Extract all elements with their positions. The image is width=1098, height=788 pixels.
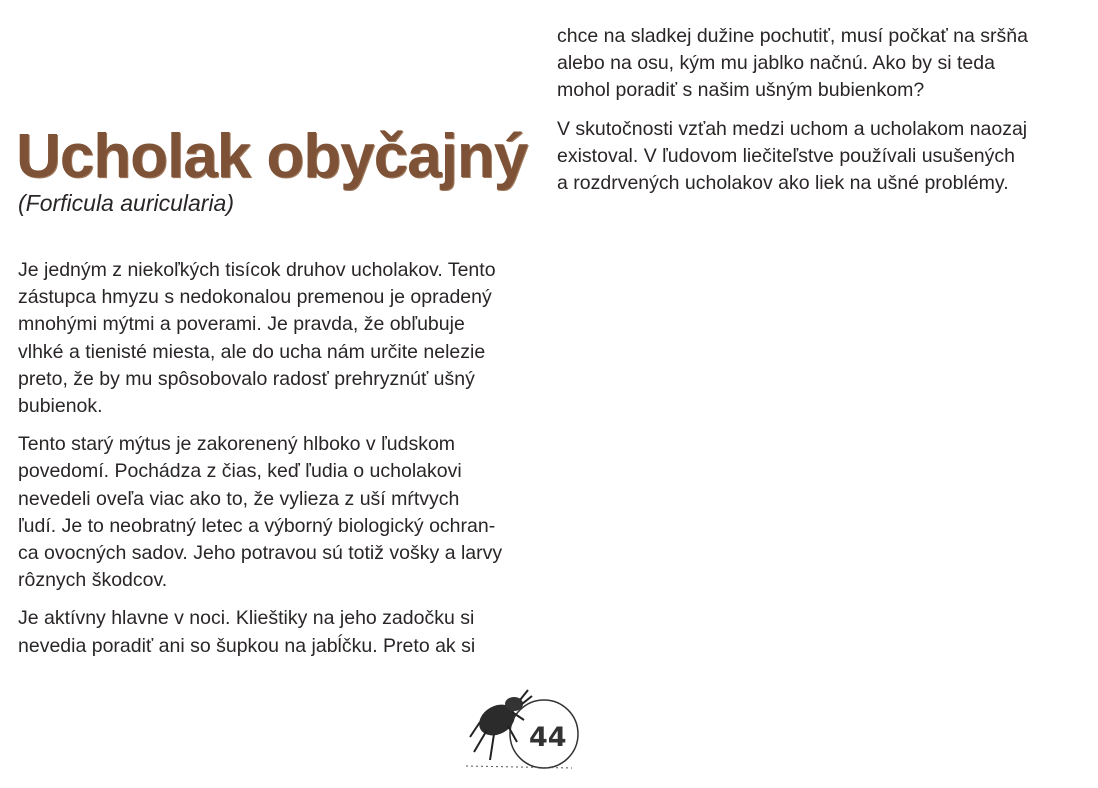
text-line: vlhké a tienisté miesta, ale do ucha nám určite nelezie	[18, 340, 486, 363]
paragraph	[18, 257, 538, 420]
text-line: povedomí. Pochádza z čias, keď ľudia o ucholakovi	[18, 460, 462, 483]
text-line: mohol poradiť s našim ušným bubienkom?	[557, 79, 925, 102]
page-number: 44	[529, 722, 567, 753]
text-line: V skutočnosti vzťah medzi uchom a ucholakom naozaj	[557, 117, 1028, 140]
page-title: Ucholak obyčajný	[16, 122, 528, 191]
text-line: preto, že by mu spôsobovalo radosť prehryznúť ušný	[18, 367, 475, 390]
text-line: rôznych škodcov.	[18, 569, 168, 592]
text-line: nevedeli oveľa viac ako to, že vylieza z uší mŕtvych	[18, 487, 460, 510]
text-line: Tento starý mýtus je zakorenený hlboko v ľudskom	[18, 433, 456, 456]
left-column	[18, 257, 538, 671]
paragraph	[557, 23, 1077, 105]
text-line: alebo na osu, kým mu jablko načnú. Ako by si teda	[557, 52, 995, 75]
text-line: Je aktívny hlavne v noci. Klieštiky na jeho zadočku si	[18, 607, 475, 630]
paragraph	[18, 431, 538, 594]
page-number-illustration	[462, 682, 582, 772]
text-line: mnohými mýtmi a poverami. Je pravda, že obľubuje	[18, 313, 465, 336]
text-line: existoval. V ľudovom liečiteľstve používali usušených	[557, 144, 1015, 167]
right-column	[557, 23, 1077, 208]
latin-name: (Forficula auricularia)	[18, 190, 235, 216]
text-line: ľudí. Je to neobratný letec a výborný biologický ochran-	[18, 514, 496, 537]
text-line: chce na sladkej dužine pochutiť, musí počkať na sršňa	[557, 25, 1028, 47]
text-line: zástupca hmyzu s nedokonalou premenou je opradený	[18, 286, 492, 309]
paragraph	[18, 605, 538, 659]
paragraph	[557, 116, 1077, 198]
text-line: ca ovocných sadov. Jeho potravou sú totiž vošky a larvy	[18, 542, 503, 565]
text-line: Je jedným z niekoľkých tisícok druhov ucholakov. Tento	[18, 259, 496, 281]
text-line: nevedia poradiť ani so šupkou na jabĺčku. Preto ak si	[18, 634, 476, 657]
text-line: bubienok.	[18, 395, 103, 418]
text-line: a rozdrvených ucholakov ako liek na ušné problémy.	[557, 172, 1009, 195]
